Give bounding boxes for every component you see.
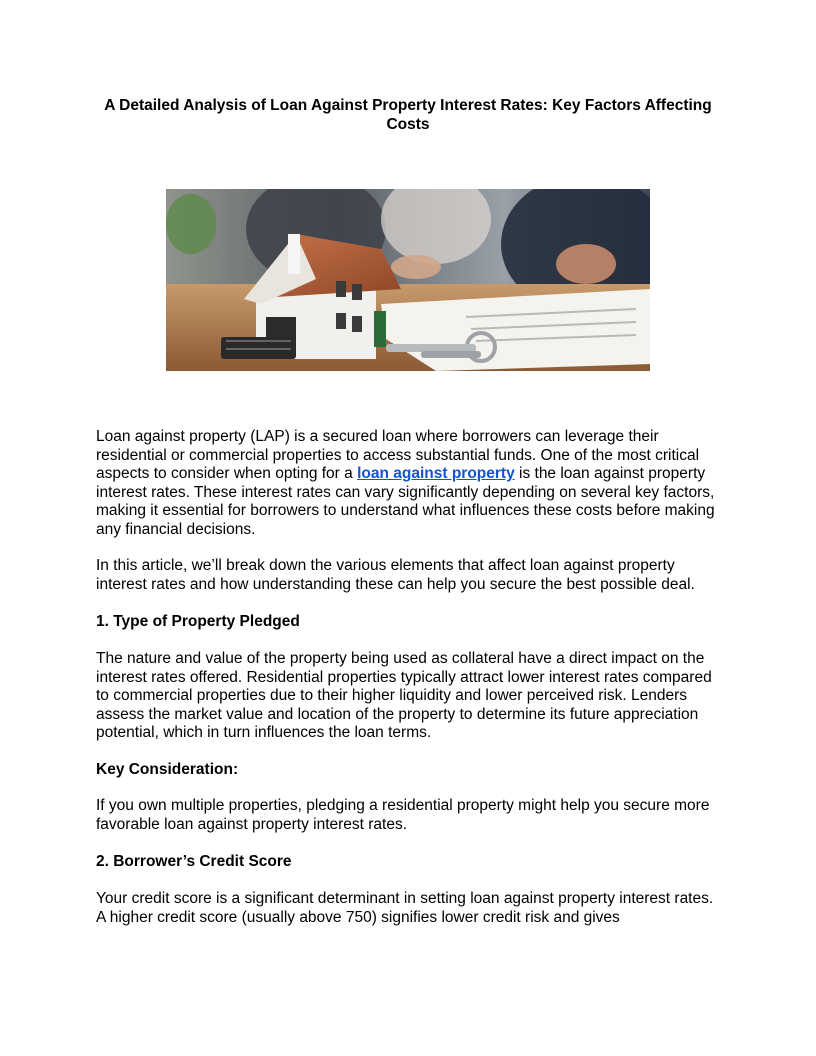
house-keys-illustration: [166, 189, 650, 371]
section-1-body: The nature and value of the property being used as collateral have a direct impact on the interest rates offered. Residential properties typically attract lower interest rates compared to commercial properties due to their higher liquidity and lower perceived risk. Lenders assess the market value and location of the property to determine its future appreciation potential, which in turn influences the loan terms.: [96, 650, 712, 741]
intro-paragraph: [96, 428, 722, 539]
section-2-heading: 2. Borrower’s Credit Score: [96, 853, 292, 870]
key-consideration-heading: Key Consideration:: [96, 761, 239, 778]
section-2-body: Your credit score is a significant determinant in setting loan against property interest rates. A higher credit score (usually above 750) signifies lower credit risk and gives: [96, 890, 714, 926]
house-keys-image: [166, 189, 650, 371]
section-1-heading: 1. Type of Property Pledged: [96, 613, 300, 630]
loan-against-property-link[interactable]: loan against property: [357, 465, 515, 482]
key-consideration-body: If you own multiple properties, pledging a residential property might help you secure more favorable loan against property interest rates.: [96, 797, 710, 833]
intro-text-after-link: is the loan against property interest rates. These interest rates can vary significantly depending on several key factors, making it essential for borrowers to understand what influences these costs before making any financial decisions.: [96, 465, 715, 538]
document-title: A Detailed Analysis of Loan Against Property Interest Rates: Key Factors Affecting Costs: [104, 97, 712, 133]
intro-text-before-link: Loan against property (LAP) is a secured loan where borrowers can leverage their residential or commercial properties to access substantial funds. One of the most critical aspects to consider when opting for a: [96, 428, 700, 482]
article-overview-paragraph: In this article, we’ll break down the various elements that affect loan against property interest rates and how understanding these can help you secure the best possible deal.: [96, 557, 695, 593]
